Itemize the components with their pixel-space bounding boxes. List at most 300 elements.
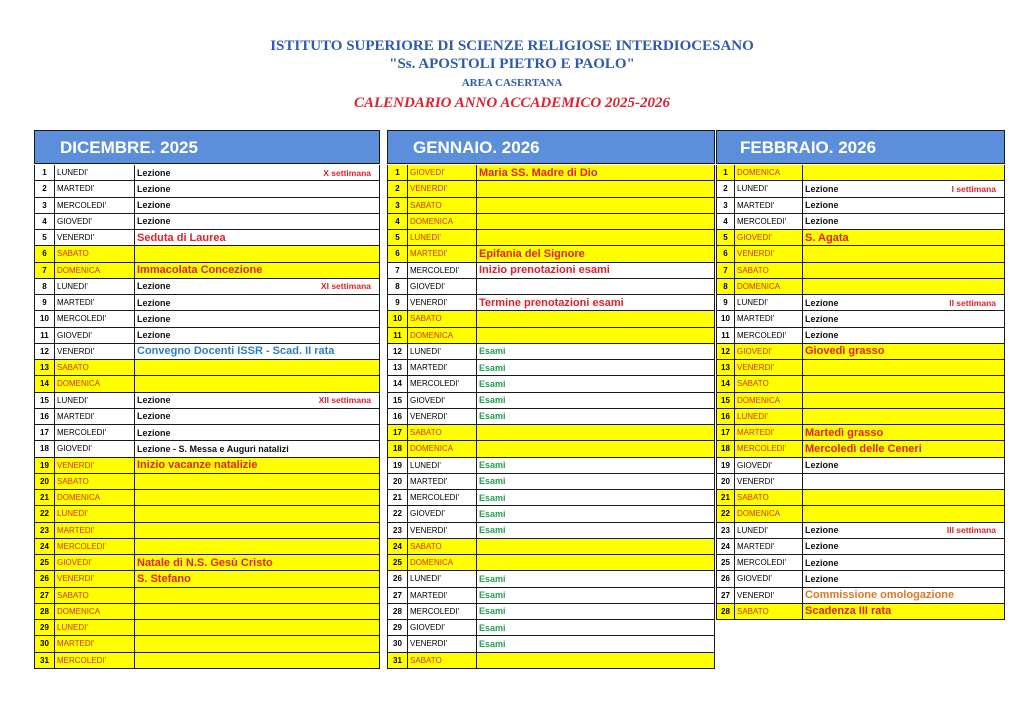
- event-cell: [803, 409, 1005, 425]
- day-row: [34, 604, 380, 620]
- event-cell: [135, 181, 380, 197]
- day-number: 23: [34, 523, 55, 539]
- day-row: [716, 376, 1005, 392]
- event-text: Esami: [479, 362, 506, 373]
- day-row: [34, 425, 380, 441]
- weekday-name: MERCOLEDI': [408, 376, 477, 392]
- day-row: [34, 311, 380, 327]
- day-row: [716, 328, 1005, 344]
- event-text: Lezione: [805, 557, 839, 568]
- event-cell: [477, 165, 715, 181]
- event-cell: [477, 263, 715, 279]
- event-text: Esami: [479, 476, 506, 487]
- event-text: Lezione: [805, 313, 839, 324]
- day-row: [716, 571, 1005, 587]
- day-number: 16: [387, 409, 408, 425]
- day-number: 5: [387, 230, 408, 246]
- day-row: [34, 393, 380, 409]
- weekday-name: DOMENICA: [735, 393, 803, 409]
- weekday-name: MERCOLEDI': [55, 311, 135, 327]
- event-cell: [135, 344, 380, 360]
- event-text: Esami: [479, 411, 506, 422]
- day-row: [716, 246, 1005, 262]
- weekday-name: MERCOLEDI': [408, 604, 477, 620]
- day-number: 6: [716, 246, 735, 262]
- institute-name: ISTITUTO SUPERIORE DI SCIENZE RELIGIOSE INTERDIOCESANO: [270, 38, 754, 54]
- weekday-name: DOMENICA: [735, 506, 803, 522]
- weekday-name: GIOVEDI': [408, 506, 477, 522]
- event-cell: [135, 620, 380, 636]
- day-row: [387, 246, 715, 262]
- event-cell: [135, 441, 380, 457]
- day-number: 14: [716, 376, 735, 392]
- event-text: Seduta di Laurea: [137, 231, 226, 244]
- weekday-name: GIOVEDI': [408, 620, 477, 636]
- day-number: 15: [34, 393, 55, 409]
- weekday-name: SABATO: [408, 198, 477, 214]
- weekday-name: GIOVEDI': [735, 344, 803, 360]
- day-row: [387, 409, 715, 425]
- event-text: Esami: [479, 590, 506, 601]
- day-number: 15: [387, 393, 408, 409]
- event-text: Inizio vacanze natalizie: [137, 459, 258, 472]
- day-row: [387, 539, 715, 555]
- day-number: 28: [34, 604, 55, 620]
- event-text: Esami: [479, 460, 506, 471]
- day-row: [716, 279, 1005, 295]
- weekday-name: VENERDI': [735, 588, 803, 604]
- day-row: [716, 523, 1005, 539]
- event-cell: [135, 311, 380, 327]
- event-cell: [803, 490, 1005, 506]
- weekday-name: SABATO: [408, 539, 477, 555]
- event-text: Esami: [479, 378, 506, 389]
- event-cell: [135, 230, 380, 246]
- day-row: [34, 279, 380, 295]
- event-cell: [135, 246, 380, 262]
- weekday-name: GIOVEDI': [55, 441, 135, 457]
- event-text: Maria SS. Madre di Dio: [479, 166, 598, 179]
- day-row: [387, 328, 715, 344]
- day-number: 19: [387, 458, 408, 474]
- day-number: 4: [387, 214, 408, 230]
- event-cell: [477, 279, 715, 295]
- weekday-name: LUNEDI': [735, 523, 803, 539]
- day-number: 20: [34, 474, 55, 490]
- day-number: 22: [716, 506, 735, 522]
- event-cell: [135, 506, 380, 522]
- institute-subtitle: "Ss. APOSTOLI PIETRO E PAOLO": [389, 56, 635, 72]
- event-cell: [477, 441, 715, 457]
- day-number: 16: [34, 409, 55, 425]
- day-row: [387, 279, 715, 295]
- day-number: 12: [34, 344, 55, 360]
- event-cell: [135, 214, 380, 230]
- event-text: S. Stefano: [137, 572, 191, 585]
- day-row: [34, 523, 380, 539]
- event-cell: [135, 458, 380, 474]
- event-cell: [477, 653, 715, 669]
- event-cell: [135, 295, 380, 311]
- weekday-name: VENERDI': [408, 523, 477, 539]
- day-number: 17: [34, 425, 55, 441]
- day-number: 7: [34, 263, 55, 279]
- week-note: III settimana: [946, 525, 996, 536]
- event-text: Lezione: [137, 183, 171, 194]
- weekday-name: SABATO: [735, 604, 803, 620]
- event-cell: [135, 263, 380, 279]
- event-cell: [135, 198, 380, 214]
- day-row: [387, 393, 715, 409]
- event-cell: [803, 458, 1005, 474]
- day-number: 2: [34, 181, 55, 197]
- day-number: 3: [716, 198, 735, 214]
- day-row: [34, 409, 380, 425]
- week-note: X settimana: [323, 167, 371, 178]
- day-number: 25: [716, 555, 735, 571]
- event-text: Lezione: [805, 525, 839, 536]
- day-number: 11: [34, 328, 55, 344]
- event-cell: [477, 490, 715, 506]
- day-row: [387, 360, 715, 376]
- event-text: Esami: [479, 395, 506, 406]
- day-number: 27: [34, 588, 55, 604]
- event-cell: [135, 588, 380, 604]
- day-number: 28: [716, 604, 735, 620]
- day-number: 30: [387, 636, 408, 652]
- day-row: [34, 344, 380, 360]
- event-cell: [477, 198, 715, 214]
- weekday-name: VENERDI': [55, 230, 135, 246]
- day-number: 22: [34, 506, 55, 522]
- day-row: [34, 539, 380, 555]
- weekday-name: LUNEDI': [55, 165, 135, 181]
- day-number: 5: [34, 230, 55, 246]
- event-cell: [803, 279, 1005, 295]
- day-row: [34, 230, 380, 246]
- day-number: 5: [716, 230, 735, 246]
- day-number: 21: [716, 490, 735, 506]
- day-number: 19: [716, 458, 735, 474]
- event-cell: [135, 328, 380, 344]
- event-cell: [135, 523, 380, 539]
- event-cell: [477, 506, 715, 522]
- day-number: 26: [34, 571, 55, 587]
- day-number: 10: [34, 311, 55, 327]
- weekday-name: DOMENICA: [55, 376, 135, 392]
- day-row: [34, 571, 380, 587]
- weekday-name: SABATO: [55, 246, 135, 262]
- week-note: XII settimana: [318, 395, 371, 406]
- day-row: [34, 181, 380, 197]
- day-number: 21: [34, 490, 55, 506]
- calendar-title: CALENDARIO ANNO ACCADEMICO 2025-2026: [353, 95, 671, 111]
- event-cell: [135, 604, 380, 620]
- day-row: [387, 376, 715, 392]
- day-row: [387, 523, 715, 539]
- weekday-name: SABATO: [55, 588, 135, 604]
- event-text: Lezione: [805, 573, 839, 584]
- day-row: [716, 555, 1005, 571]
- day-number: 25: [34, 555, 55, 571]
- day-row: [716, 263, 1005, 279]
- day-number: 26: [716, 571, 735, 587]
- day-number: 2: [387, 181, 408, 197]
- day-number: 21: [387, 490, 408, 506]
- day-row: [716, 165, 1005, 181]
- event-text: Termine prenotazioni esami: [479, 296, 624, 309]
- event-text: Esami: [479, 525, 506, 536]
- day-number: 4: [34, 214, 55, 230]
- event-cell: [803, 246, 1005, 262]
- event-cell: [803, 198, 1005, 214]
- event-cell: [803, 311, 1005, 327]
- weekday-name: DOMENICA: [735, 165, 803, 181]
- weekday-name: SABATO: [735, 263, 803, 279]
- day-number: 23: [716, 523, 735, 539]
- day-row: [34, 328, 380, 344]
- day-row: [34, 198, 380, 214]
- event-cell: [135, 571, 380, 587]
- event-cell: [135, 490, 380, 506]
- day-row: [716, 458, 1005, 474]
- day-number: 13: [387, 360, 408, 376]
- day-row: [34, 214, 380, 230]
- weekday-name: LUNEDI': [55, 506, 135, 522]
- day-row: [716, 344, 1005, 360]
- day-row: [716, 506, 1005, 522]
- weekday-name: MARTEDI': [735, 198, 803, 214]
- event-cell: [135, 360, 380, 376]
- event-cell: [803, 506, 1005, 522]
- weekday-name: SABATO: [55, 360, 135, 376]
- day-number: 1: [387, 165, 408, 181]
- event-text: Lezione: [137, 395, 171, 406]
- day-row: [387, 165, 715, 181]
- event-cell: [135, 279, 380, 295]
- weekday-name: VENERDI': [408, 181, 477, 197]
- day-number: 4: [716, 214, 735, 230]
- event-cell: [477, 539, 715, 555]
- day-number: 6: [34, 246, 55, 262]
- event-text: Immacolata Concezione: [137, 264, 263, 277]
- event-text: Inizio prenotazioni esami: [479, 264, 610, 277]
- day-row: [34, 653, 380, 669]
- day-number: 18: [387, 441, 408, 457]
- day-row: [387, 263, 715, 279]
- day-row: [34, 360, 380, 376]
- day-row: [716, 539, 1005, 555]
- day-row: [387, 474, 715, 490]
- weekday-name: MERCOLEDI': [408, 490, 477, 506]
- event-cell: [803, 165, 1005, 181]
- day-row: [716, 311, 1005, 327]
- event-cell: [803, 425, 1005, 441]
- weekday-name: LUNEDI': [55, 279, 135, 295]
- event-cell: [803, 181, 1005, 197]
- event-text: Commissione omologazione: [805, 589, 955, 602]
- day-number: 9: [716, 295, 735, 311]
- day-number: 17: [716, 425, 735, 441]
- event-cell: [477, 571, 715, 587]
- day-number: 20: [716, 474, 735, 490]
- day-row: [716, 295, 1005, 311]
- event-text: Lezione: [137, 167, 171, 178]
- weekday-name: VENERDI': [408, 636, 477, 652]
- event-text: Lezione: [805, 297, 839, 308]
- weekday-name: GIOVEDI': [408, 393, 477, 409]
- event-cell: [803, 230, 1005, 246]
- day-row: [387, 490, 715, 506]
- event-text: Lezione - S. Messa e Auguri natalizi: [137, 443, 289, 454]
- event-text: Mercoledì delle Ceneri: [805, 442, 922, 455]
- event-cell: [803, 214, 1005, 230]
- day-row: [34, 555, 380, 571]
- day-number: 26: [387, 571, 408, 587]
- weekday-name: MARTEDI': [408, 474, 477, 490]
- weekday-name: SABATO: [735, 376, 803, 392]
- weekday-name: VENERDI': [735, 360, 803, 376]
- week-note: XI settimana: [320, 281, 371, 292]
- weekday-name: MARTEDI': [55, 523, 135, 539]
- event-cell: [135, 555, 380, 571]
- month-header: GENNAIO. 2026: [387, 130, 715, 164]
- weekday-name: LUNEDI': [735, 409, 803, 425]
- weekday-name: GIOVEDI': [55, 328, 135, 344]
- area-name: AREA CASERTANA: [461, 77, 563, 89]
- day-number: 11: [716, 328, 735, 344]
- event-text: Esami: [479, 622, 506, 633]
- weekday-name: MERCOLEDI': [735, 328, 803, 344]
- event-cell: [477, 393, 715, 409]
- event-text: Convegno Docenti ISSR - Scad. II rata: [137, 345, 335, 358]
- day-number: 1: [716, 165, 735, 181]
- event-text: Martedì grasso: [805, 426, 884, 439]
- day-number: 11: [387, 328, 408, 344]
- day-number: 2: [716, 181, 735, 197]
- event-text: Lezione: [137, 313, 171, 324]
- day-number: 20: [387, 474, 408, 490]
- day-row: [387, 295, 715, 311]
- day-row: [387, 555, 715, 571]
- weekday-name: LUNEDI': [408, 344, 477, 360]
- event-cell: [477, 458, 715, 474]
- day-number: 7: [387, 263, 408, 279]
- weekday-name: LUNEDI': [55, 393, 135, 409]
- day-number: 27: [387, 588, 408, 604]
- day-row: [716, 181, 1005, 197]
- month-header: DICEMBRE. 2025: [34, 130, 380, 164]
- weekday-name: MARTEDI': [735, 425, 803, 441]
- weekday-name: MERCOLEDI': [408, 263, 477, 279]
- event-text: Epifania del Signore: [479, 247, 585, 260]
- weekday-name: MARTEDI': [408, 246, 477, 262]
- day-row: [387, 214, 715, 230]
- weekday-name: DOMENICA: [408, 441, 477, 457]
- event-cell: [803, 474, 1005, 490]
- event-cell: [477, 295, 715, 311]
- day-row: [34, 165, 380, 181]
- weekday-name: GIOVEDI': [55, 214, 135, 230]
- event-cell: [477, 425, 715, 441]
- weekday-name: MARTEDI': [408, 360, 477, 376]
- day-row: [716, 490, 1005, 506]
- event-text: Lezione: [137, 330, 171, 341]
- day-number: 15: [716, 393, 735, 409]
- weekday-name: GIOVEDI': [735, 571, 803, 587]
- day-row: [387, 653, 715, 669]
- weekday-name: LUNEDI': [408, 458, 477, 474]
- day-number: 3: [34, 198, 55, 214]
- event-cell: [135, 474, 380, 490]
- day-row: [387, 344, 715, 360]
- day-number: 23: [387, 523, 408, 539]
- weekday-name: DOMENICA: [55, 604, 135, 620]
- day-number: 24: [34, 539, 55, 555]
- event-cell: [803, 539, 1005, 555]
- weekday-name: DOMENICA: [408, 214, 477, 230]
- event-cell: [803, 295, 1005, 311]
- event-cell: [803, 604, 1005, 620]
- day-number: 3: [387, 198, 408, 214]
- event-cell: [477, 328, 715, 344]
- day-row: [34, 474, 380, 490]
- day-number: 18: [34, 441, 55, 457]
- day-number: 14: [34, 376, 55, 392]
- event-cell: [477, 214, 715, 230]
- event-cell: [803, 360, 1005, 376]
- weekday-name: SABATO: [55, 474, 135, 490]
- event-cell: [803, 571, 1005, 587]
- event-cell: [477, 311, 715, 327]
- event-cell: [477, 620, 715, 636]
- day-number: 18: [716, 441, 735, 457]
- day-number: 28: [387, 604, 408, 620]
- weekday-name: MERCOLEDI': [735, 441, 803, 457]
- day-row: [716, 425, 1005, 441]
- event-text: Lezione: [805, 541, 839, 552]
- event-text: Natale di N.S. Gesù Cristo: [137, 556, 273, 569]
- event-cell: [803, 263, 1005, 279]
- event-cell: [803, 376, 1005, 392]
- event-cell: [477, 409, 715, 425]
- day-row: [387, 588, 715, 604]
- weekday-name: MERCOLEDI': [735, 214, 803, 230]
- event-cell: [477, 376, 715, 392]
- weekday-name: MERCOLEDI': [55, 425, 135, 441]
- day-row: [716, 393, 1005, 409]
- day-number: 31: [34, 653, 55, 669]
- day-number: 8: [716, 279, 735, 295]
- event-cell: [477, 474, 715, 490]
- event-cell: [803, 441, 1005, 457]
- weekday-name: DOMENICA: [55, 263, 135, 279]
- weekday-name: MARTEDI': [55, 295, 135, 311]
- weekday-name: GIOVEDI': [735, 458, 803, 474]
- day-row: [387, 620, 715, 636]
- event-text: Lezione: [805, 460, 839, 471]
- day-row: [716, 360, 1005, 376]
- weekday-name: LUNEDI': [408, 230, 477, 246]
- day-number: 10: [387, 311, 408, 327]
- day-row: [716, 474, 1005, 490]
- event-cell: [135, 165, 380, 181]
- day-row: [387, 181, 715, 197]
- day-row: [34, 506, 380, 522]
- event-text: Lezione: [137, 427, 171, 438]
- day-row: [387, 230, 715, 246]
- day-number: 24: [716, 539, 735, 555]
